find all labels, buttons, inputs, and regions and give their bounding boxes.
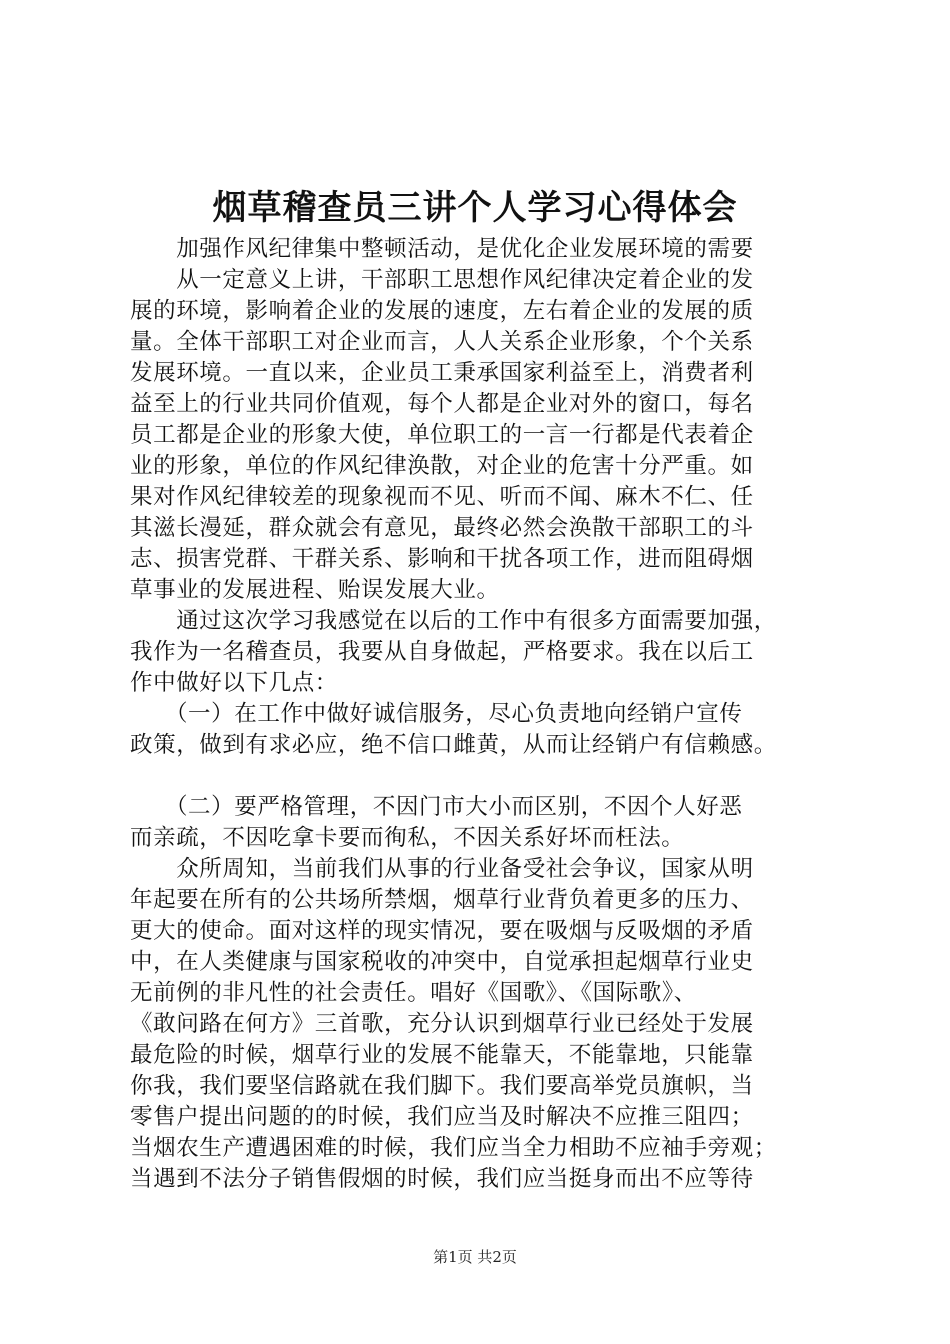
body-line: 草事业的发展进程、贻误发展大业。 (130, 577, 500, 603)
body-line: 政策，做到有求必应，绝不信口雌黄，从而让经销户有信赖感。 (130, 732, 777, 758)
body-line: 《敢问路在何方》三首歌，充分认识到烟草行业已经处于发展 (130, 1011, 754, 1037)
body-line: 无前例的非凡性的社会责任。唱好《国歌》、《国际歌》、 (130, 980, 697, 1006)
blank-line (130, 761, 830, 792)
body-line: 零售户提出问题的的时候，我们应当及时解决不应推三阻四； (130, 1104, 754, 1130)
body-line: 益至上的行业共同价值观，每个人都是企业对外的窗口，每名 (130, 391, 754, 417)
body-line: （二）要严格管理，不因门市大小而区别，不因个人好恶 (130, 794, 743, 820)
page-footer: 第1页 共2页 (433, 1248, 517, 1266)
body-line: 你我，我们要坚信路就在我们脚下。我们要高举党员旗帜，当 (130, 1073, 754, 1099)
body-line: 其滋长漫延，群众就会有意见，最终必然会涣散干部职工的斗 (130, 515, 754, 541)
body-line: 加强作风纪律集中整顿活动，是优化企业发展环境的需要 (130, 236, 754, 262)
body-line: 当遇到不法分子销售假烟的时候，我们应当挺身而出不应等待 (130, 1166, 754, 1192)
body-line: 果对作风纪律较差的现象视而不见、听而不闻、麻木不仁、任 (130, 484, 754, 510)
body-line: 我作为一名稽查员，我要从自身做起，严格要求。我在以后工 (130, 639, 754, 665)
body-line: 年起要在所有的公共场所禁烟，烟草行业背负着更多的压力、 (130, 887, 754, 913)
body-line: 而亲疏，不因吃拿卡要而徇私，不因关系好坏而枉法。 (130, 825, 685, 851)
body-line: 当烟农生产遭遇困难的时候，我们应当全力相助不应袖手旁观； (130, 1135, 777, 1161)
body-line: 更大的使命。面对这样的现实情况，要在吸烟与反吸烟的矛盾 (130, 918, 754, 944)
body-line: 众所周知，当前我们从事的行业备受社会争议，国家从明 (130, 856, 754, 882)
document-title: 烟草稽查员三讲个人学习心得体会 (212, 188, 738, 228)
body-line: 发展环境。一直以来，企业员工秉承国家利益至上，消费者利 (130, 360, 754, 386)
body-line: 业的形象，单位的作风纪律涣散，对企业的危害十分严重。如 (130, 453, 754, 479)
body-line: 展的环境，影响着企业的发展的速度，左右着企业的发展的质 (130, 298, 754, 324)
document-body (130, 234, 830, 1195)
body-line: 通过这次学习我感觉在以后的工作中有很多方面需要加强， (130, 608, 777, 634)
body-line: （一）在工作中做好诚信服务，尽心负责地向经销户宣传 (130, 701, 743, 727)
body-line: 最危险的时候，烟草行业的发展不能靠天，不能靠地，只能靠 (130, 1042, 754, 1068)
body-line: 从一定意义上讲，干部职工思想作风纪律决定着企业的发 (130, 267, 754, 293)
body-line: 志、损害党群、干群关系、影响和干扰各项工作，进而阻碍烟 (130, 546, 754, 572)
body-line: 作中做好以下几点： (130, 670, 338, 696)
body-line: 中，在人类健康与国家税收的冲突中，自觉承担起烟草行业史 (130, 949, 754, 975)
body-line: 量。全体干部职工对企业而言，人人关系企业形象，个个关系 (130, 329, 754, 355)
body-line: 员工都是企业的形象大使，单位职工的一言一行都是代表着企 (130, 422, 754, 448)
